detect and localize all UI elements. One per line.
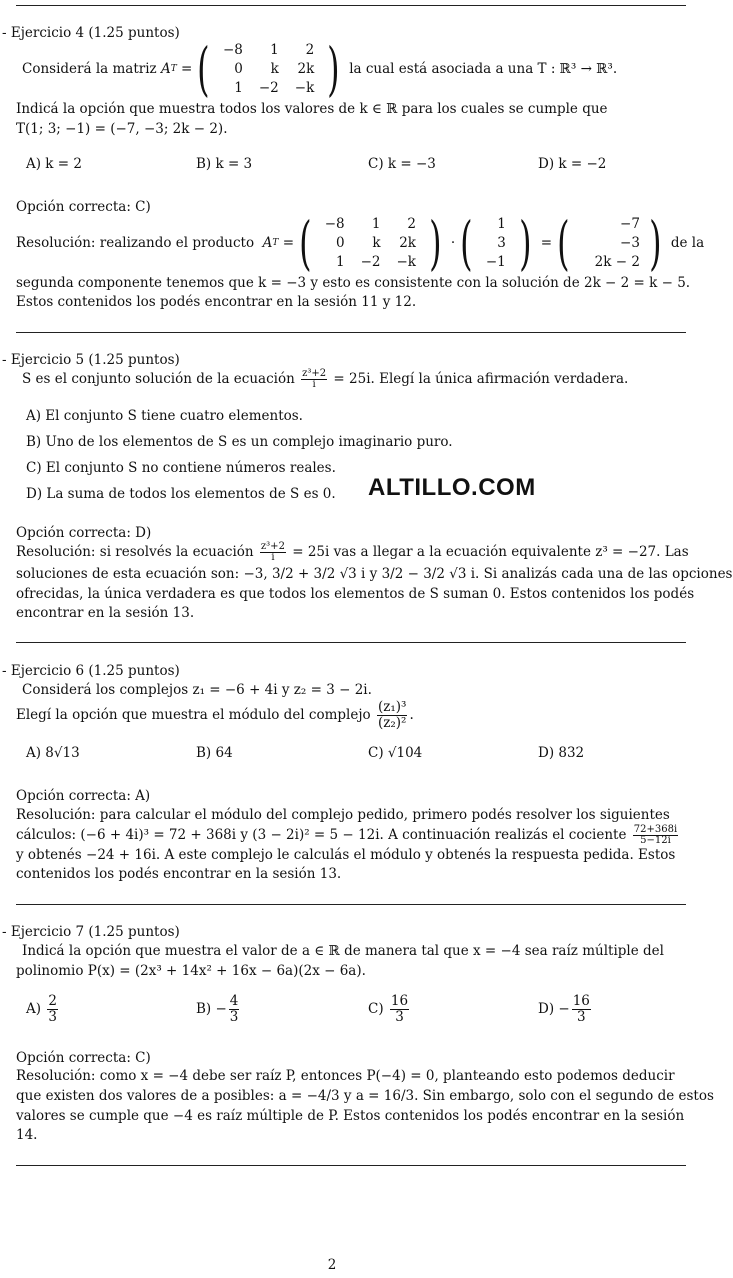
statement-pre: Elegí la opción que muestra el módulo del complejo <box>16 707 371 723</box>
option-c: C) √104 <box>368 745 423 761</box>
statement-intro: Considerá la matriz <box>22 61 157 77</box>
fraction <box>377 700 407 731</box>
option-fraction <box>47 994 58 1025</box>
option-label: A) <box>26 1001 42 1017</box>
page-number: 2 <box>327 1257 337 1273</box>
exercise-5-resolution-2: soluciones de esta ecuación son: −3, 3/2 + 3/2 √3 i y 3/2 − 3/2 √3 i. Si analizás cada una de las opciones <box>16 566 733 582</box>
option-c: C) El conjunto S no contiene números reales. <box>26 460 336 476</box>
statement-map: T : ℝ³ → ℝ³. <box>537 61 618 77</box>
matrix-cell: −2 <box>360 253 381 270</box>
exercise-7-statement-1: Indicá la opción que muestra el valor de a ∈ ℝ de manera tal que x = −4 sea raíz múltiple del <box>22 943 664 959</box>
exercise-5-correct: Opción correcta: D) <box>16 525 152 541</box>
exercise-5-title: - Ejercicio 5 (1.25 puntos) <box>2 352 180 368</box>
option-d: D) k = −2 <box>538 156 607 172</box>
fraction-den: i <box>271 552 275 563</box>
option-d <box>538 994 593 1025</box>
matrix-table <box>215 41 322 98</box>
matrix-cell: 1 <box>336 253 345 270</box>
option-b: B) Uno de los elementos de S es un complejo imaginario puro. <box>26 434 453 450</box>
fraction-num: 4 <box>229 993 239 1009</box>
option-sign: − <box>558 1001 570 1017</box>
fraction <box>301 369 327 390</box>
statement-pre: S es el conjunto solución de la ecuación <box>22 371 295 387</box>
option-a: A) 8√13 <box>26 745 80 761</box>
result-table <box>575 215 644 272</box>
statement-tail: la cual está asociada a una <box>349 61 534 77</box>
option-b: B) k = 3 <box>196 156 253 172</box>
option-b: B) 64 <box>196 745 233 761</box>
exercise-5-resolution-1 <box>16 542 689 563</box>
matrix-cell: −2 <box>258 79 279 96</box>
fraction-den: 3 <box>48 1009 57 1025</box>
exercise-7-resolution-2: que existen dos valores de a posibles: a = −4/3 y a = 16/3. Sin embargo, solo con el segundo de estos <box>16 1088 714 1104</box>
matrix-cell: 1 <box>234 79 243 96</box>
exercise-4-resolution: Resolución: realizando el producto A T = ( −8 1 2 0 k 2k 1 −2 −k ) · ( 1 3 −1 ) = ( −7 −3 2k − 2 ) de la <box>16 209 705 277</box>
matrix-cell: −k <box>294 79 315 96</box>
fraction-den: 5−12i <box>640 835 671 846</box>
fraction-num: (z₁)³ <box>377 699 407 715</box>
matrix-cell: 0 <box>336 234 345 251</box>
matrix-cell: −k <box>396 253 416 270</box>
fraction-num: 2 <box>48 993 57 1009</box>
exercise-6-title: - Ejercicio 6 (1.25 puntos) <box>2 663 180 679</box>
result-cell: 2k − 2 <box>594 253 640 270</box>
exercise-7-statement-2: polinomio P(x) = (2x³ + 14x² + 16x − 6a)(2x − 6a). <box>16 963 366 979</box>
fraction-num: 16 <box>572 993 590 1009</box>
option-d: D) 832 <box>538 745 585 761</box>
divider <box>16 642 686 643</box>
fraction <box>633 825 678 846</box>
exercise-6-resolution-4: contenidos los podés encontrar en la sesión 13. <box>16 866 342 882</box>
option-b <box>196 994 241 1025</box>
exercise-6-resolution-3: y obtenés −24 + 16i. A este complejo le calculás el módulo y obtenés la respuesta pedida. Estos <box>16 847 676 863</box>
fraction-num: 16 <box>390 993 409 1009</box>
option-a <box>26 994 60 1025</box>
matrix-a: ( −8 1 2 0 k 2k 1 −2 −k ) <box>197 35 340 103</box>
divider <box>16 904 686 905</box>
exercise-6-statement-1: Considerá los complejos z₁ = −6 + 4i y z₂ = 3 − 2i. <box>22 682 372 698</box>
exercise-4-correct: Opción correcta: C) <box>16 199 151 215</box>
result-vector: ( −7 −3 2k − 2 ) <box>557 209 662 277</box>
fraction-den: 3 <box>395 1009 404 1025</box>
watermark-logo: ALTILLO.COM <box>368 474 536 501</box>
exercise-4-resolution-2: segunda componente tenemos que k = −3 y esto es consistente con la solución de 2k − 2 = k − 5. <box>16 275 691 291</box>
option-c <box>368 994 411 1025</box>
resolution-pre: Resolución: si resolvés la ecuación <box>16 544 254 560</box>
fraction-den: 3 <box>577 1009 586 1025</box>
resolution-post: = 25i vas a llegar a la ecuación equivalente z³ = −27. Las <box>292 544 689 560</box>
fraction-den: 3 <box>229 1009 239 1025</box>
exercise-7-resolution-4: 14. <box>16 1127 38 1143</box>
exercise-7-title: - Ejercicio 7 (1.25 puntos) <box>2 924 180 940</box>
matrix-cell: 2k <box>399 234 416 251</box>
exercise-6-correct: Opción correcta: A) <box>16 788 151 804</box>
result-cell: −3 <box>620 234 640 251</box>
resolution-pre: cálculos: (−6 + 4i)³ = 72 + 368i y (3 − 2i)² = 5 − 12i. A continuación realizás el cociente <box>16 827 627 843</box>
exercise-7-correct: Opción correcta: C) <box>16 1050 151 1066</box>
fraction-num: z³+2 <box>302 368 327 379</box>
result-cell: −7 <box>620 215 640 232</box>
matrix-a-resolution: ( −8 1 2 0 k 2k 1 −2 −k ) <box>299 209 442 277</box>
option-fraction <box>229 994 240 1025</box>
matrix-cell: k <box>372 234 381 251</box>
matrix-cell: 1 <box>270 41 279 58</box>
matrix-sub: T <box>272 238 279 248</box>
fraction-num: z³+2 <box>260 541 285 552</box>
exercise-4-resolution-3: Estos contenidos los podés encontrar en la sesión 11 y 12. <box>16 294 417 310</box>
matrix-cell: 0 <box>234 60 243 77</box>
exercise-4-question-1: Indicá la opción que muestra todos los valores de k ∈ ℝ para los cuales se cumple que <box>16 101 608 117</box>
matrix-cell: 2 <box>305 41 315 58</box>
vector-cell: 1 <box>497 215 506 232</box>
option-label: B) <box>196 1001 212 1017</box>
exercise-5-statement <box>22 369 628 390</box>
divider <box>16 332 686 333</box>
statement-post: = 25i. Elegí la única afirmación verdadera. <box>333 371 629 387</box>
option-fraction <box>572 994 591 1025</box>
exercise-5-resolution-4: encontrar en la sesión 13. <box>16 605 195 621</box>
matrix-cell: −8 <box>222 41 243 58</box>
matrix-cell: 2 <box>407 215 416 232</box>
exercise-6-resolution-2 <box>16 825 680 846</box>
vector: ( 1 3 −1 ) <box>460 209 532 277</box>
matrix-cell: k <box>270 60 279 77</box>
exercise-5-resolution-3: ofrecidas, la única verdadera es que todos los elementos de S suman 0. Estos contenidos los podés <box>16 586 695 602</box>
divider <box>16 1165 686 1166</box>
option-c: C) k = −3 <box>368 156 436 172</box>
fraction-num: 72+368i <box>633 824 678 835</box>
fraction-den: i <box>312 379 316 390</box>
matrix-table <box>317 215 424 272</box>
matrix-cell: 2k <box>297 60 315 77</box>
resolution-intro: Resolución: realizando el producto <box>16 235 255 251</box>
matrix-name: A <box>262 235 273 251</box>
option-d: D) La suma de todos los elementos de S es 0. <box>26 486 336 502</box>
divider <box>16 5 686 6</box>
option-sign: − <box>215 1001 227 1017</box>
exercise-6-statement-2: Elegí la opción que muestra el módulo del complejo $\frac{\text{(z₁)³}}{\text{(z₂)²}}$ . <box>16 699 414 731</box>
resolution-tail: de la <box>670 235 705 251</box>
exercise-4-title: - Ejercicio 4 (1.25 puntos) <box>2 25 180 41</box>
fraction <box>260 542 286 563</box>
matrix-sub: T <box>170 64 177 74</box>
fraction-den: (z₂)² <box>377 715 407 731</box>
option-label: D) <box>538 1001 555 1017</box>
vector-cell: 3 <box>497 234 506 251</box>
option-fraction <box>390 994 409 1025</box>
vector-table <box>478 215 514 272</box>
exercise-6-resolution-1: Resolución: para calcular el módulo del complejo pedido, primero podés resolver los siguientes <box>16 807 670 823</box>
exercise-4-statement: Considerá la matriz A T = ( −8 1 2 0 k 2k 1 −2 −k ) la cual está asociada a una T : ℝ³ → ℝ³. <box>22 35 618 103</box>
exercise-4-question-2: T(1; 3; −1) = (−7, −3; 2k − 2). <box>16 121 228 137</box>
exercise-7-resolution-1: Resolución: como x = −4 debe ser raíz P, entonces P(−4) = 0, planteando esto podemos deducir <box>16 1068 675 1084</box>
matrix-cell: −8 <box>324 215 345 232</box>
option-label: C) <box>368 1001 384 1017</box>
matrix-name: A <box>160 61 171 77</box>
option-a: A) El conjunto S tiene cuatro elementos. <box>26 408 303 424</box>
matrix-cell: 1 <box>371 215 381 232</box>
vector-cell: −1 <box>485 253 506 270</box>
exercise-7-resolution-3: valores se cumple que −4 es raíz múltiple de P. Estos contenidos los podés encontrar en la sesión <box>16 1108 685 1124</box>
option-a: A) k = 2 <box>26 156 82 172</box>
